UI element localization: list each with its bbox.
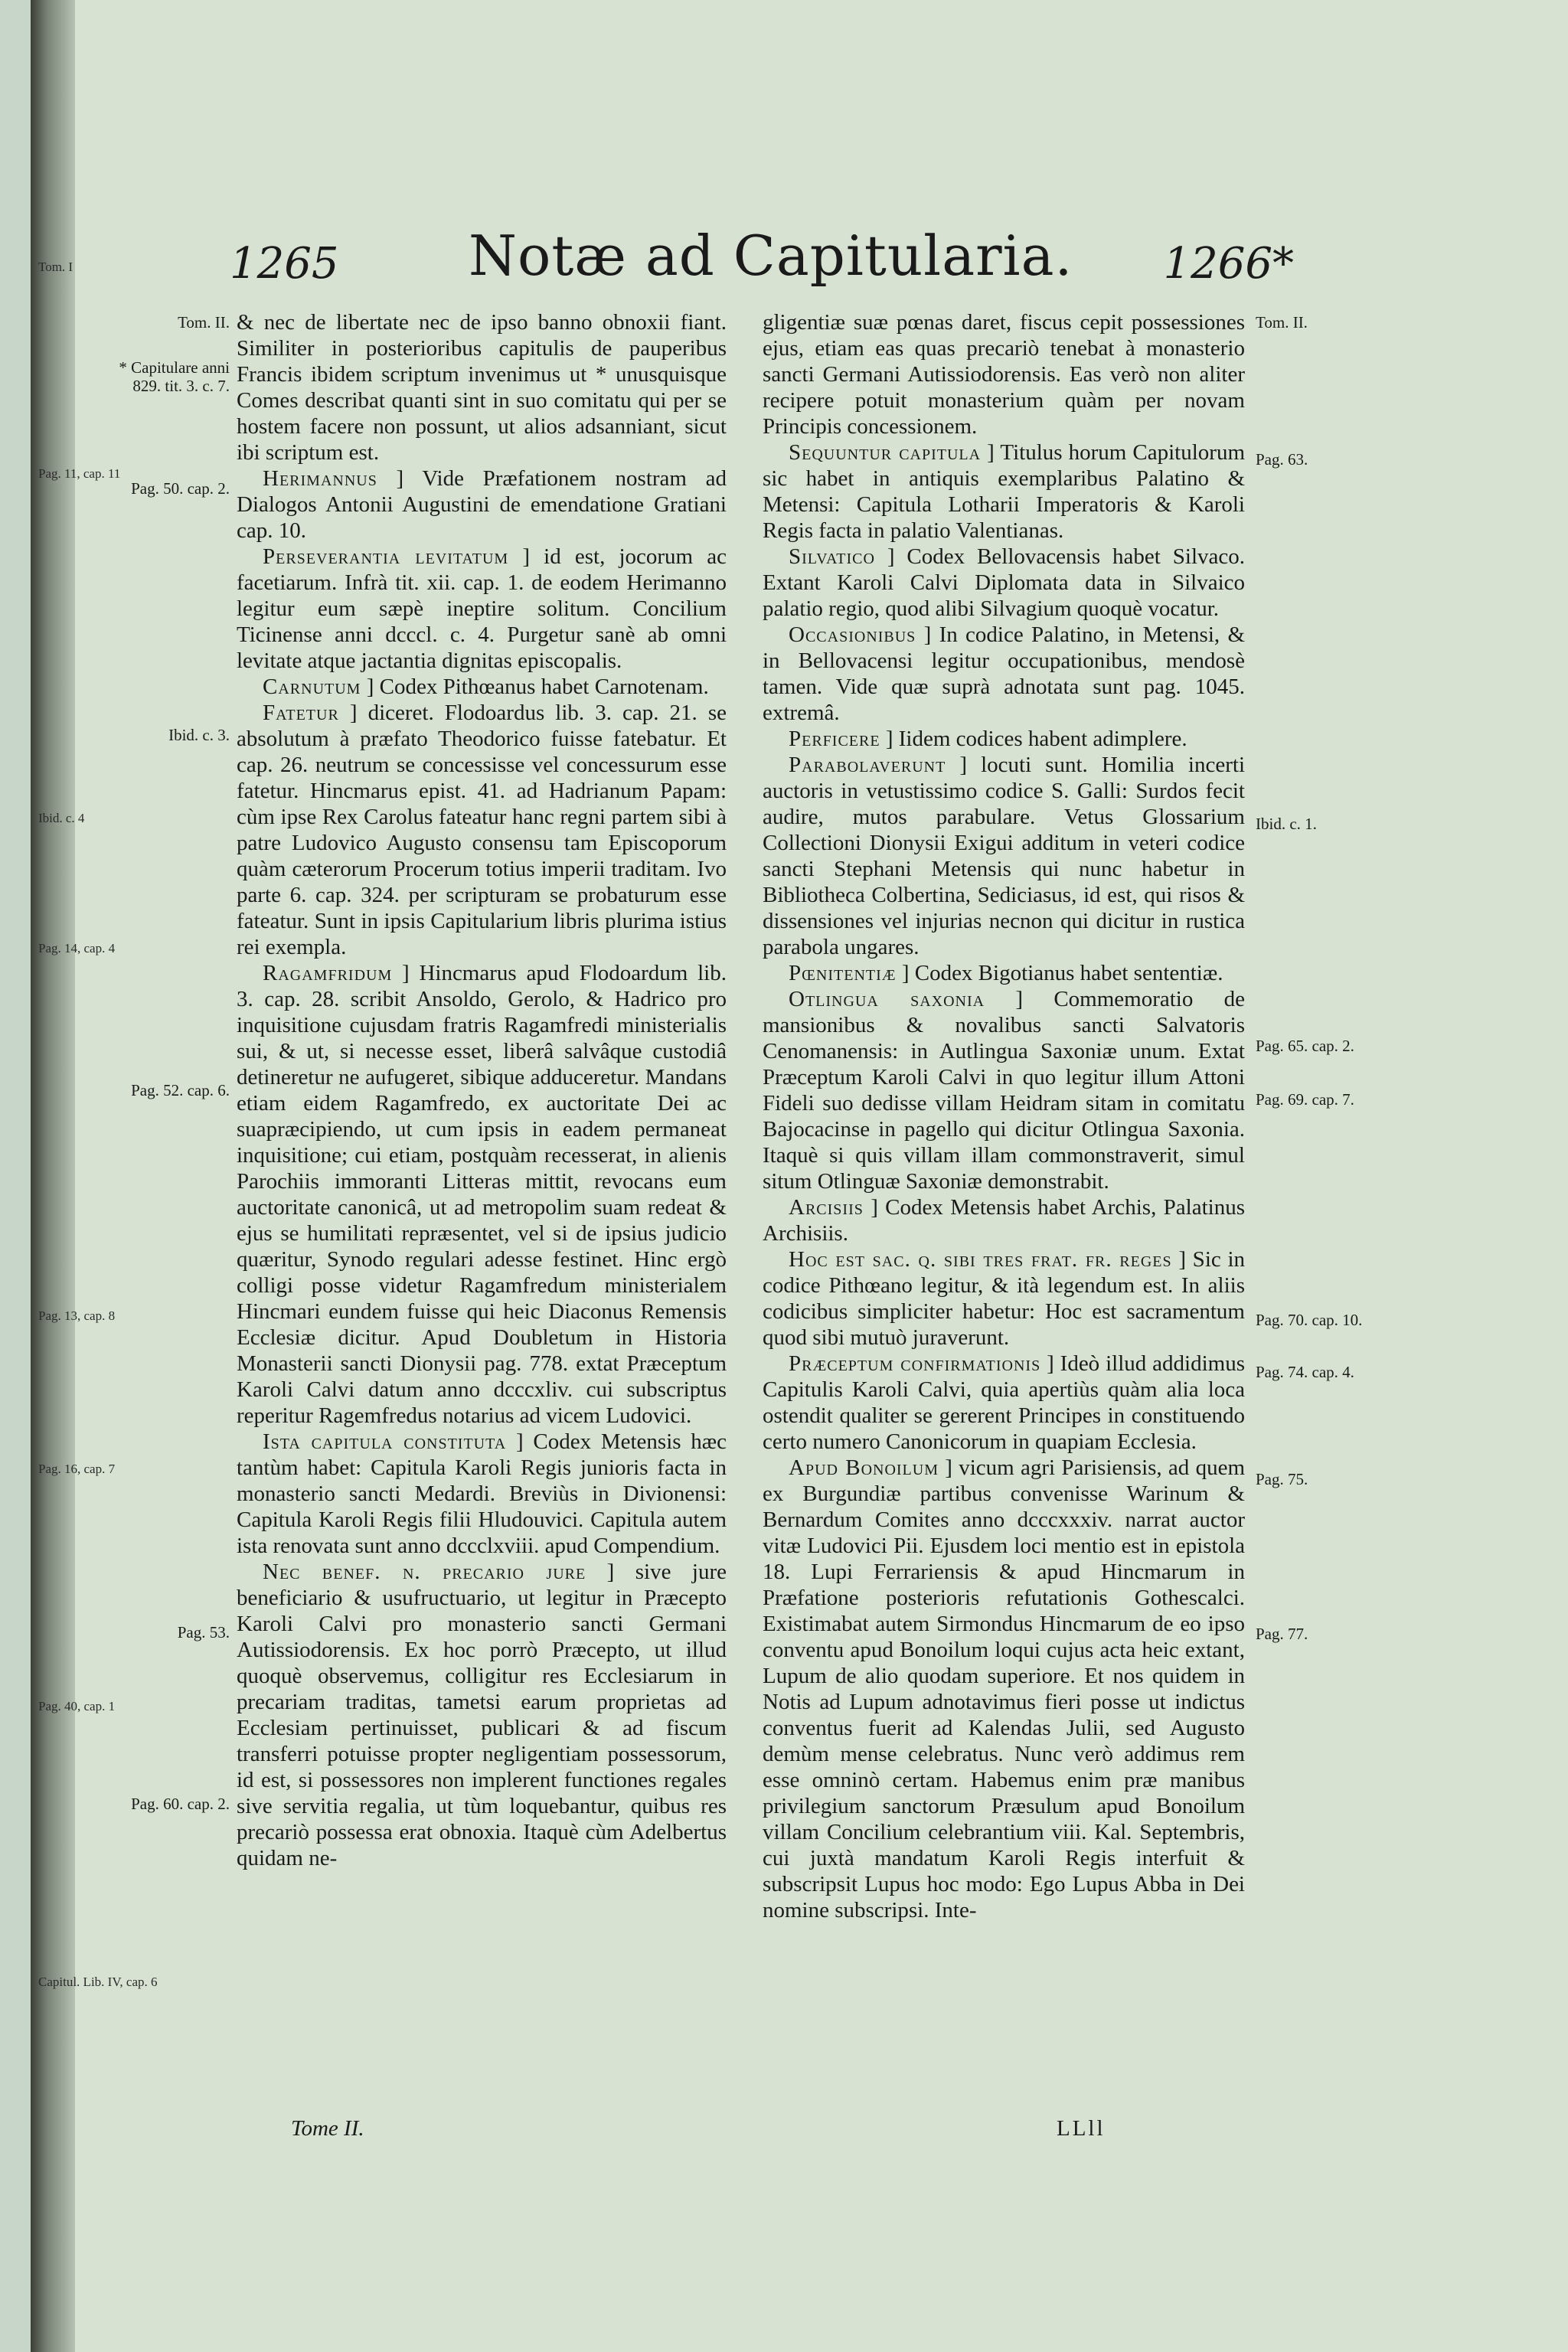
gutter-note: Pag. 14, cap. 4 [38,941,116,956]
gutter-note: Tom. I [38,260,74,274]
lemma: Herimannus [263,466,377,491]
margin-note: Pag. 50. cap. 2. [131,479,230,498]
gutter-note: Pag. 40, cap. 1 [38,1699,116,1713]
gutter-note: Pag. 16, cap. 7 [38,1462,116,1476]
paragraph-text: ] Vide Præfationem nostram ad Dialogos Antonii Augustini de emendatione Gratiani cap. 10. [237,466,727,543]
paragraph-text: ] Sic in codice Pithœano legitur, & ità legendum est. In aliis codicibus simpliciter habetur: Hoc est sacramentum quod sibi mutuò juraverunt. [763,1247,1245,1350]
margin-note: Pag. 65. cap. 2. [1256,1037,1354,1055]
note-paragraph [237,544,727,674]
lemma: Silvatico [789,544,875,569]
margin-note: * Capitulare anni 829. tit. 3. c. 7. [119,358,230,395]
paragraph-text: ] Codex Pithœanus habet Carnotenam. [366,675,709,699]
lemma: Parabolaverunt [789,753,946,777]
note-paragraph [763,752,1245,960]
running-title: Notæ ad Capitularia. [469,224,1073,288]
gutter-note: Pag. 11, cap. 11 [38,466,121,481]
note-paragraph [237,309,727,466]
note-paragraph [763,726,1245,752]
note-paragraph [763,986,1245,1194]
margin-note: Pag. 60. cap. 2. [131,1795,230,1813]
note-paragraph [237,960,727,1429]
paragraph-text: ] Codex Metensis hæc tantùm habet: Capitula Karoli Regis junioris facta in monasterio sancti Medardi. Breviùs in Divionensi: Capitula Karoli Regis filii Hludouvici. Capitula autem ista renovata sunt anno dccclxviii. apud Compendium. [237,1429,727,1558]
paragraph-text: ] Commemoratio de mansionibus & novalibus sancti Salvatoris Cenomanensis: in Autlingua Saxoniæ unum. Extat Præceptum Karoli Calvi in quo legitur illum Attoni Fideli suo dedisse villam Heidram sitam in comitatu Bajocacinse in pagello qui dicitur Otlingua Saxonia. Itaquè si quis villam illam commonstraverit, simul situm Otlinguæ Saxoniæ demonstrabit. [763,987,1245,1194]
right-text-column [763,309,1245,1923]
lemma: Apud Bonoilum [789,1455,939,1480]
page-header [230,224,1294,292]
note-paragraph [237,1559,727,1871]
paragraph-text: ] Ideò illud addidimus Capitulis Karoli Calvi, quia apertiùs quàm alia loca ostendit qualiter se gererent Principes in constituendo certo numero Canonicorum in quapiam Ecclesia. [763,1351,1245,1454]
paragraph-text: ] In codice Palatino, in Metensi, & in Bellovacensi legitur occupationibus, mendosè tamen. Vide quæ suprà adnotata sunt pag. 1045. extremâ. [763,622,1246,725]
paragraph-text: ] vicum agri Parisiensis, ad quem ex Burgundiæ partibus convenisse Warinum & Bernardum Comites anno dcccxxxiv. narrat auctor vitæ Ludovici Pii. Ejusdem loci mentio est in epistola 18. Lupi Ferrariensis & apud Hincmarum in Præfatione posterioris refutationis Gothescalci. Existimabat autem Sirmondus Hincmarum de eo ipso conventu apud Bonoilum loqui cujus acta heic extant, Lupum de alio quodam superiore. Et nos quidem in Notis ad Lupum adnotavimus fieri posse ut indictus conventus fuerit ad Kalendas Julii, sed Augusto demùm mense celebratus. Nunc verò addimus rem esse omninò certam. Habemus enim præ manibus privilegium sanctorum Præsulum apud Bonoilum villam Concilium celebrantium viii. Kal. Septembris, cui juxtà mandatum Karoli Regis interfuit & subscripsit Lupus hoc modo: Ego Lupus Abba in Dei nomine subscripsi. Inte- [763,1455,1246,1922]
paragraph-text: ] Codex Metensis habet Archis, Palatinus Archisiis. [763,1195,1245,1246]
paragraph-text: ] Iidem codices habent adimplere. [885,727,1187,751]
paragraph-text: & nec de libertate nec de ipso banno obnoxii fiant. Similiter in posterioribus capitulis de pauperibus Francis ibidem scriptum invenimus ut * unusquisque Comes describat quanti sint in suo comitatu qui per se hostem facere non possunt, ut alios adsanniant, sicut ibi scriptum est. [237,310,727,465]
lemma: Perseverantia levitatum [263,544,509,569]
lemma: Sequuntur capitula [789,440,982,465]
lemma: Præceptum confirmationis [789,1351,1041,1376]
margin-note: Ibid. c. 3. [168,726,230,744]
lemma: Perficere [789,727,880,751]
paragraph-text: ] Codex Bellovacensis habet Silvaco. Extant Karoli Calvi Diplomata data in Silvaico palatio regio, quod alibi Silvagium quoquè vocatur. [763,544,1245,621]
note-paragraph [763,1351,1245,1455]
lemma: Hoc est sac. q. sibi tres frat. fr. reges [789,1247,1172,1272]
note-paragraph [763,1246,1245,1351]
lemma: Fatetur [263,701,339,725]
paragraph-text: ] sive jure beneficiario & usufructuario, ut legitur in Præcepto Karoli Calvi pro monasterio sancti Germani Autissiodorensis. Ex hoc porrò Præcepto, ut illud quoquè observemus, colligitur res Ecclesiarum in precariam traditas, tametsi earum proprietas ad Ecclesiam pertinuisset, publicari & ad fiscum transferri potuisse propter negligentiam possessorum, id est, si possessores non implerent functiones regales sive servitia regalia, ut tùm loquebantur, quibus res precariò possessa erat obnoxia. Itaquè cùm Adelbertus quidam ne- [237,1560,727,1870]
note-paragraph [763,1455,1245,1923]
paragraph-text: ] Titulus horum Capitulorum sic habet in antiquis exemplaribus Palatino & Metensi: Capitula Lotharii Imperatoris & Karoli Regis facta in palatio Valentianas. [763,440,1245,543]
page-gutter-shadow [31,0,75,2352]
signature-mark: LLll [1057,2116,1106,2141]
margin-note: Tom. II. [1256,313,1308,332]
paragraph-text: gligentiæ suæ pœnas daret, fiscus cepit possessiones ejus, etiam eas quas precariò tenebat à monasterio sancti Germani Autissiodorensis. Eas verò non aliter recipere potuit monasterium quàm per novam Principis concessionem. [763,310,1245,439]
lemma: Nec benef. n. precario jure [263,1560,586,1584]
margin-note: Pag. 69. cap. 7. [1256,1090,1354,1109]
lemma: Carnutum [263,675,361,699]
margin-note: Pag. 70. cap. 10. [1256,1311,1363,1329]
gutter-note: Pag. 13, cap. 8 [38,1308,116,1323]
note-paragraph [763,544,1245,622]
page-number-right: 1266* [1163,239,1294,289]
left-text-column [237,309,727,1871]
lemma: Occasionibus [789,622,916,647]
lemma: Ista capitula constituta [263,1429,507,1454]
lemma: Arcisiis [789,1195,864,1220]
margin-note: Pag. 75. [1256,1470,1308,1488]
note-paragraph [763,309,1245,439]
margin-note: Pag. 77. [1256,1625,1308,1643]
margin-note: Tom. II. [178,313,230,332]
note-paragraph [763,1194,1245,1246]
gutter-note: Capitul. Lib. IV, cap. 6 [38,1975,158,1989]
lemma: Ragamfridum [263,961,393,985]
margin-note: Pag. 63. [1256,450,1308,469]
note-paragraph [763,439,1245,544]
note-paragraph [763,622,1245,726]
margin-note: Ibid. c. 1. [1256,815,1317,833]
paragraph-text: ] Codex Bigotianus habet sententiæ. [901,961,1223,985]
volume-footer: Tome II. [291,2116,364,2141]
lemma: Otlingua saxonia [789,987,985,1011]
note-paragraph [237,466,727,544]
gutter-note: Ibid. c. 4 [38,811,85,825]
margin-note: Pag. 53. [177,1623,230,1642]
paragraph-text: ] id est, jocorum ac facetiarum. Infrà tit. xii. cap. 1. de eodem Herimanno legitur eum sæpè ineptire solitum. Concilium Ticinense anni dcccl. c. 4. Purgetur sanè ab omni levitate atque jactantia dignitas episcopalis. [237,544,727,673]
note-paragraph [237,700,727,960]
margin-note: Pag. 52. cap. 6. [131,1081,230,1099]
page-number-left: 1265 [230,239,339,289]
note-paragraph [237,674,727,700]
margin-note: Pag. 74. cap. 4. [1256,1363,1354,1381]
note-paragraph [237,1429,727,1559]
paragraph-text: ] locuti sunt. Homilia incerti auctoris in vetustissimo codice S. Galli: Surdos fecit audire, mutos parabulare. Vetus Glossarium Collectioni Dionysii Exigui additum in veteri codice sancti Stephani Metensis qui nunc habetur in Bibliotheca Colbertina, Sediciasus, id est, qui risos & dissensiones vel injurias necnon qui dicitur in rustica parabola ungares. [763,753,1245,959]
paragraph-text: ] diceret. Flodoardus lib. 3. cap. 21. se absolutum à præfato Theodorico fuisse fatebatur. Et cap. 26. neutrum se concessisse vel concessurum esse fatetur. Hincmarus epist. 41. ad Hadrianum Papam: cùm ipse Rex Carolus fateatur hanc regni partem sibi à patre Ludovico Augusto consensu tam Episcoporum quàm cæterorum Procerum totius imperii traditam. Ivo parte 6. cap. 324. per scripturam se probaturum esse fateatur. Sunt in ipsis Capitularium libris plurima istius rei exempla. [237,701,727,959]
lemma: Pœnitentiæ [789,961,897,985]
paragraph-text: ] Hincmarus apud Flodoardum lib. 3. cap. 28. scribit Ansoldo, Gerolo, & Hadrico pro inquisitione cujusdam fratris Ragamfredi ministerialis sui, & ut, si necesse esset, liberâ salvâque custodiâ detineretur ne aufugeret, sibique adduceretur. Mandans etiam eidem Ragamfredo, ex auctoritate Dei ac suapræcipiendo, ut cum ipsis in eadem permaneat inquisitione; cui etiam, postquàm recesserat, in alienis Parochiis immoranti Litteras mittit, revocans eum auctoritate canonicâ, ut ad metropolim suam redeat & ejus se humilitati repræsentet, vel si de ipsius judicio quæritur, Synodo regulari adesse festinet. Hinc ergò colligi posse videtur Ragamfredum ministerialem Hincmari eundem fuisse qui heic Diaconus Remensis Ecclesiæ dicitur. Apud Doubletum in Historia Monasterii sancti Dionysii pag. 778. extat Præceptum Karoli Calvi datum anno dcccxliv. cui subscriptus reperitur Ragemfredus notarius ad vicem Ludovici. [237,961,727,1428]
note-paragraph [763,960,1245,986]
